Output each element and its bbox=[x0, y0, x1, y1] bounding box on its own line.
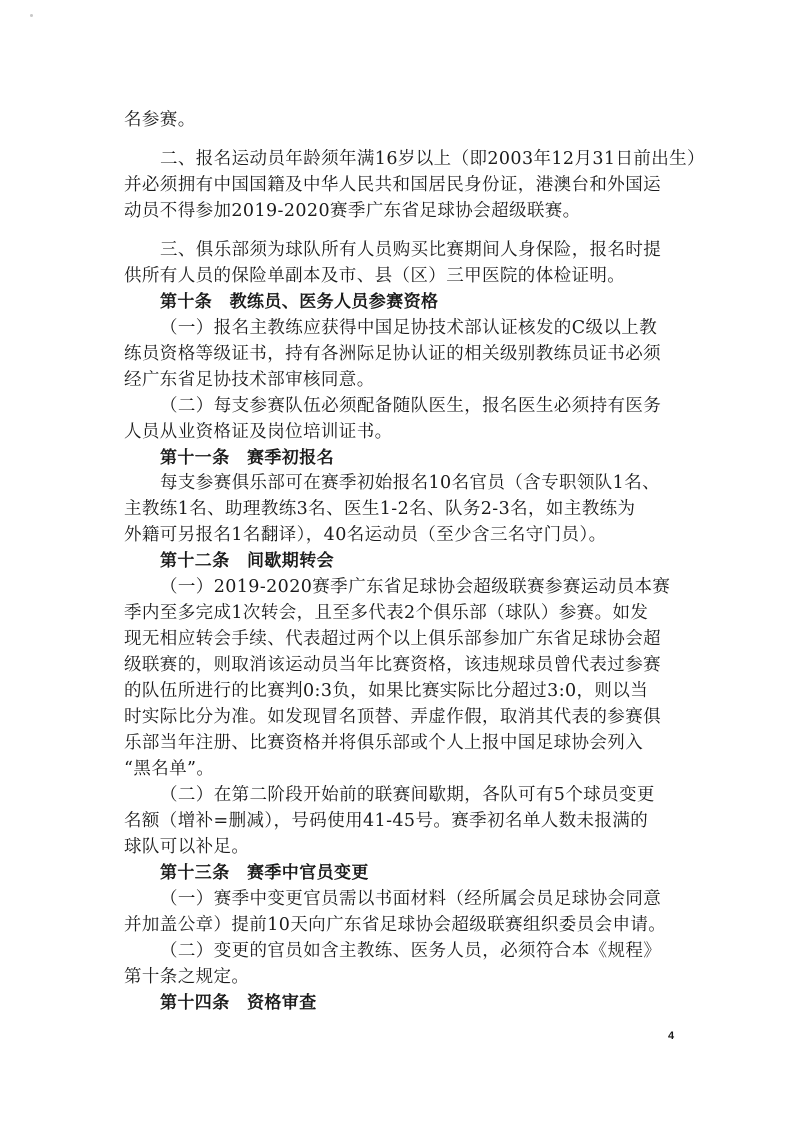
text-line: 时实际比分为准。如发现冒名顶替、弄虚作假，取消其代表的参赛俱 bbox=[124, 707, 661, 727]
text-line: 动员不得参加2019-2020赛季广东省足球协会超级联赛。 bbox=[124, 201, 581, 221]
text-line: （二）变更的官员如含主教练、医务人员，必须符合本《规程》 bbox=[160, 941, 662, 961]
text-line: 供所有人员的保险单副本及市、县（区）三甲医院的体检证明。 bbox=[124, 266, 626, 286]
text-line: （一）赛季中变更官员需以书面材料（经所属会员足球协会同意 bbox=[160, 889, 662, 909]
text-line: （二）每支参赛队伍必须配备随队医生，报名医生必须持有医务 bbox=[160, 396, 662, 416]
text-line: 名参赛。 bbox=[124, 110, 196, 130]
text-line: 现无相应转会手续、代表超过两个以上俱乐部参加广东省足球协会超 bbox=[124, 629, 661, 649]
page-number: 4 bbox=[668, 1030, 675, 1042]
text-line: 球队可以补足。 bbox=[124, 837, 250, 857]
scan-speck bbox=[30, 14, 33, 17]
text-line: 第十条之规定。 bbox=[124, 967, 250, 987]
article-heading: 第十条 教练员、医务人员参赛资格 bbox=[160, 292, 439, 312]
text-line: （二）在第二阶段开始前的联赛间歇期，各队可有5个球员变更 bbox=[160, 785, 655, 805]
text-line: 二、报名运动员年龄须年满16岁以上（即2003年12月31日前出生） bbox=[160, 149, 705, 169]
text-line: “黑名单”。 bbox=[124, 759, 215, 779]
text-line: 级联赛的，则取消该运动员当年比赛资格，该违规球员曾代表过参赛 bbox=[124, 655, 661, 675]
text-line: 并加盖公章）提前10天向广东省足球协会超级联赛组织委员会申请。 bbox=[124, 915, 667, 935]
text-line: 季内至多完成1次转会，且至多代表2个俱乐部（球队）参赛。如发 bbox=[124, 603, 649, 623]
article-heading: 第十三条 赛季中官员变更 bbox=[160, 863, 369, 883]
text-line: 外籍可另报名1名翻译），40名运动员（至少含三名守门员）。 bbox=[124, 525, 607, 545]
article-heading: 第十一条 赛季初报名 bbox=[160, 448, 334, 468]
text-line: 人员从业资格证及岗位培训证书。 bbox=[124, 422, 393, 442]
text-line: 主教练1名、助理教练3名、医生1-2名、队务2-3名，如主教练为 bbox=[124, 499, 636, 519]
text-line: 名额（增补=删减），号码使用41-45号。赛季初名单人数未报满的 bbox=[124, 811, 649, 831]
text-line: （一）报名主教练应获得中国足协技术部认证核发的C级以上教 bbox=[160, 318, 658, 338]
text-line: 并必须拥有中国国籍及中华人民共和国居民身份证，港澳台和外国运 bbox=[124, 175, 661, 195]
text-line: （一）2019-2020赛季广东省足球协会超级联赛参赛运动员本赛 bbox=[160, 577, 671, 597]
text-line: 练员资格等级证书，持有各洲际足协认证的相关级别教练员证书必须 bbox=[124, 344, 661, 364]
text-line: 的队伍所进行的比赛判0:3负，如果比赛实际比分超过3:0，则以当 bbox=[124, 681, 649, 701]
article-heading: 第十二条 间歇期转会 bbox=[160, 551, 334, 571]
text-line: 经广东省足协技术部审核同意。 bbox=[124, 370, 375, 390]
text-line: 每支参赛俱乐部可在赛季初始报名10名官员（含专职领队1名、 bbox=[160, 473, 660, 493]
article-heading: 第十四条 资格审查 bbox=[160, 993, 317, 1013]
text-line: 乐部当年注册、比赛资格并将俱乐部或个人上报中国足球协会列入 bbox=[124, 733, 644, 753]
text-line: 三、俱乐部须为球队所有人员购买比赛期间人身保险，报名时提 bbox=[160, 240, 662, 260]
